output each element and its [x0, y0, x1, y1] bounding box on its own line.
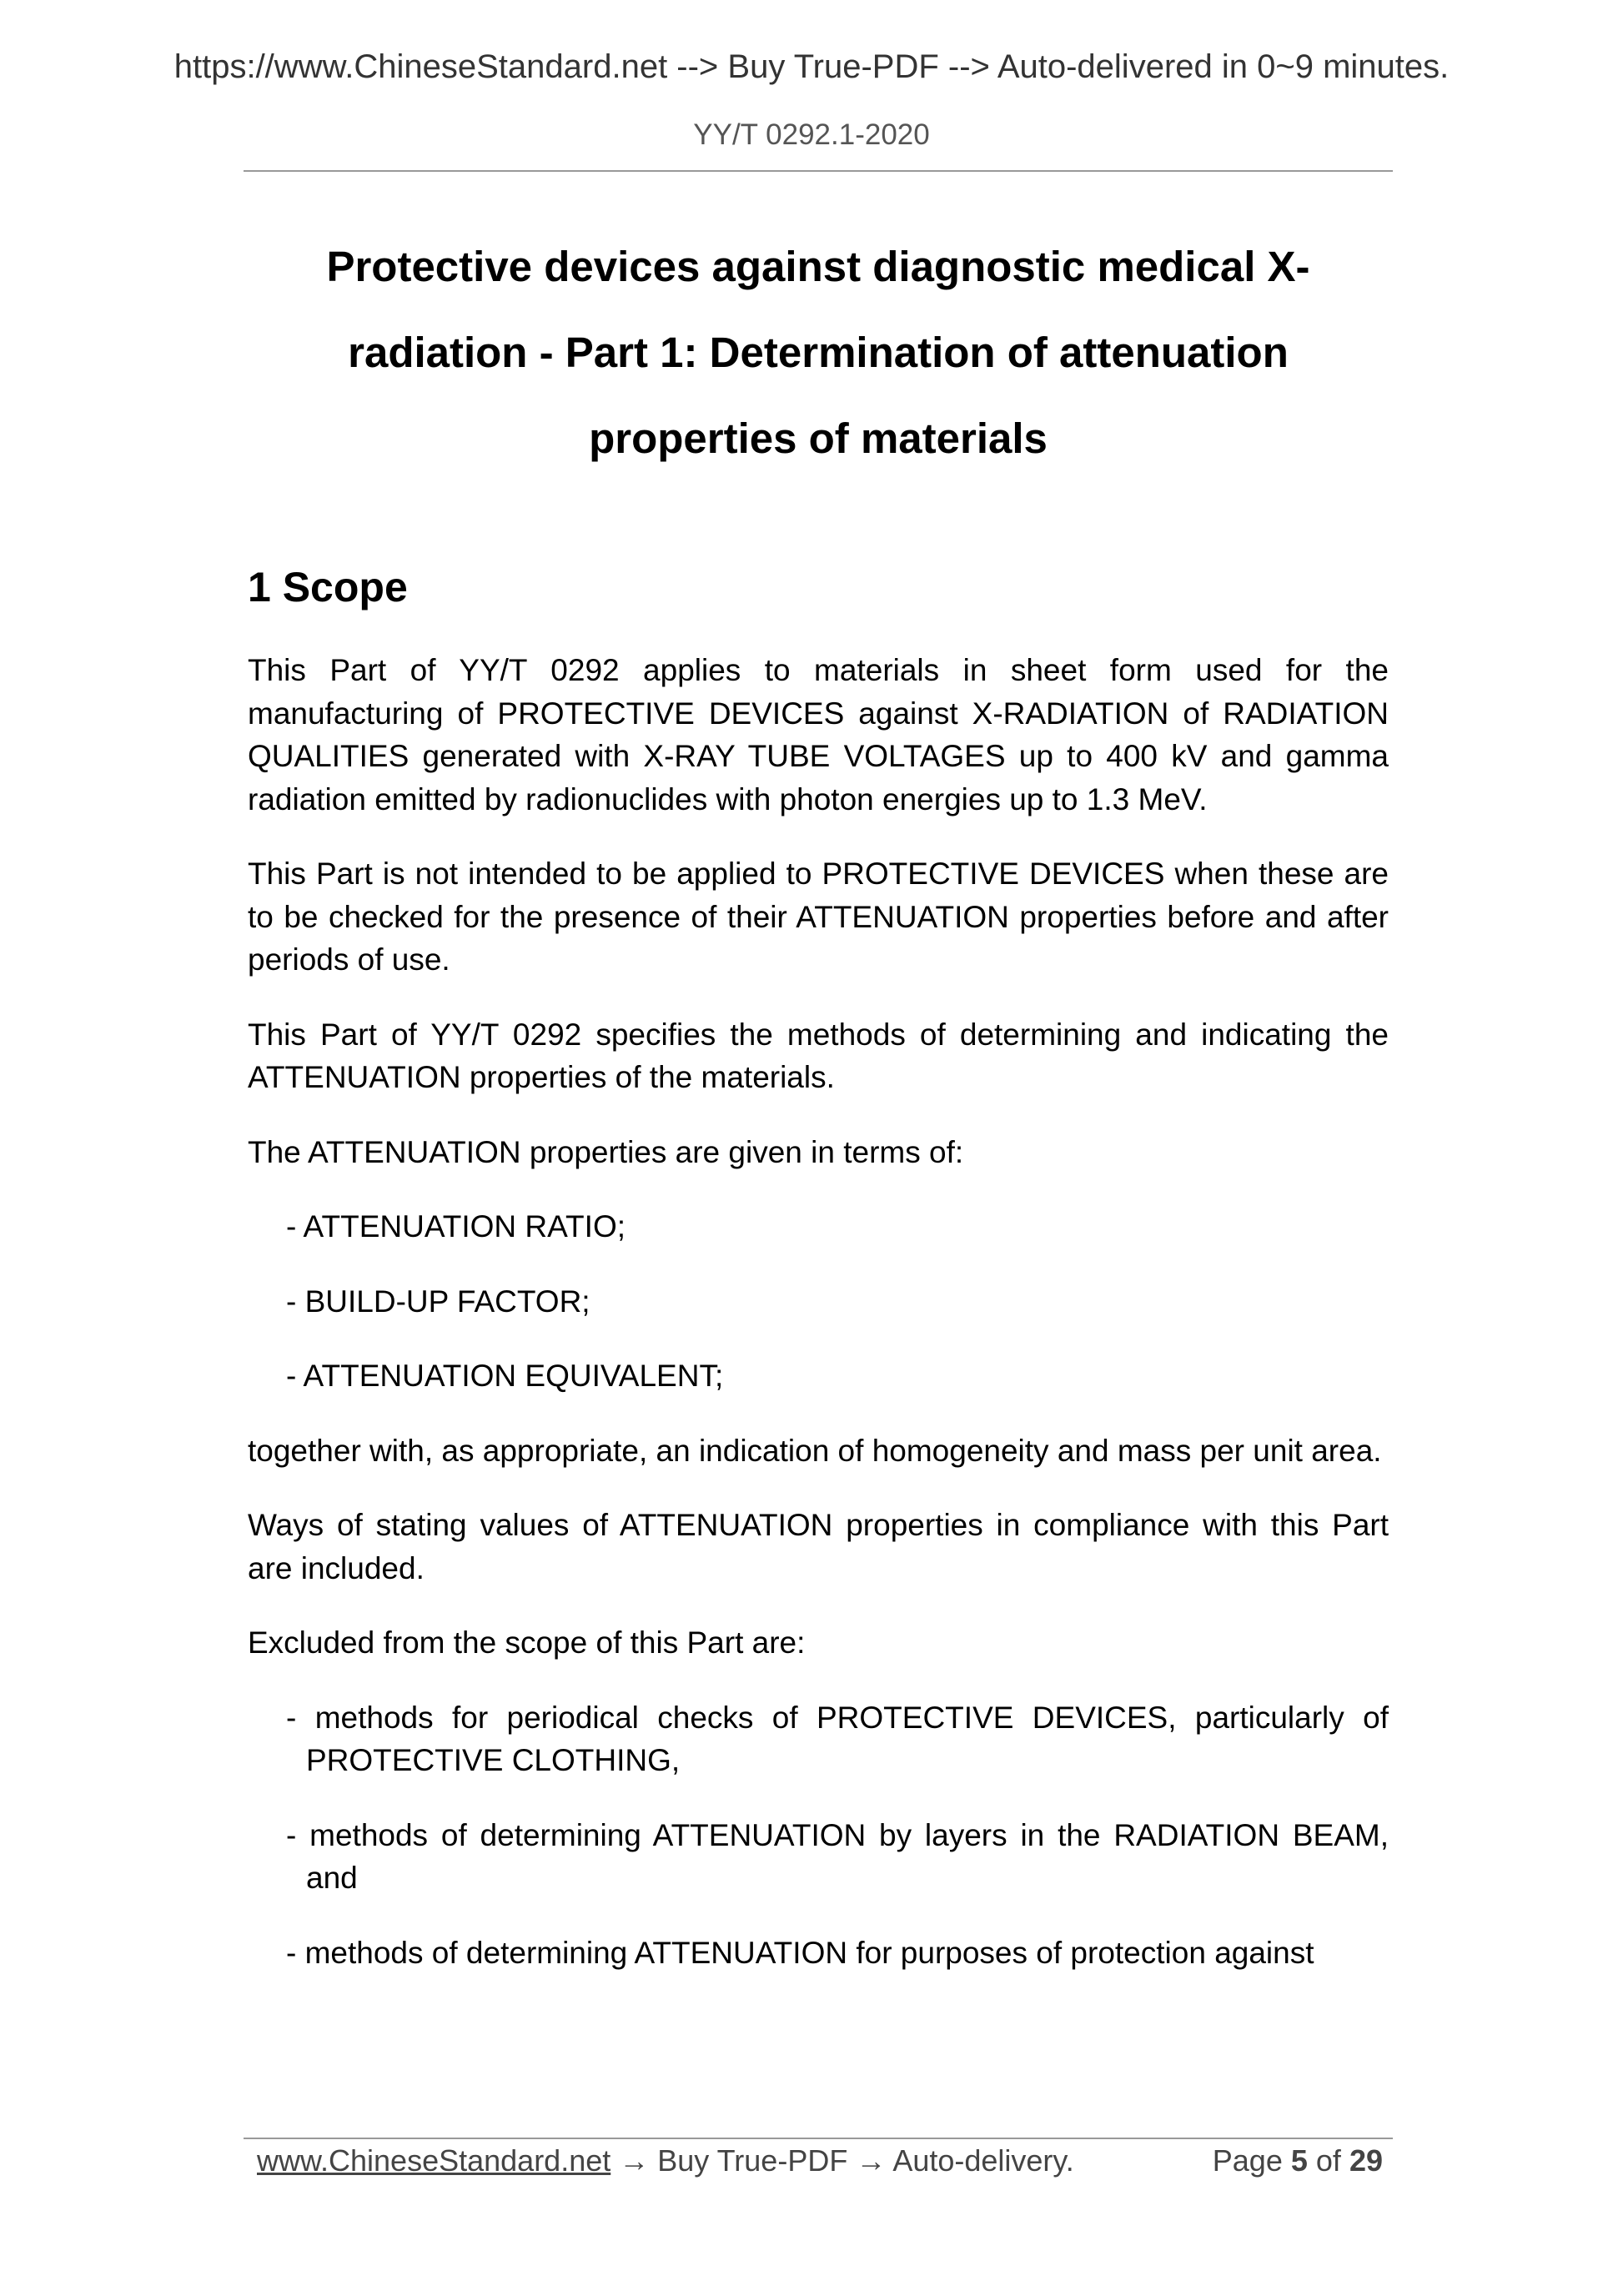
list-item: - ATTENUATION RATIO;	[286, 1209, 626, 1243]
footer-site-link[interactable]: www.ChineseStandard.net	[257, 2143, 611, 2178]
header-divider	[244, 170, 1393, 172]
paragraph: together with, as appropriate, an indication of homogeneity and mass per unit area.	[248, 1433, 1382, 1468]
page-number: 5	[1290, 2143, 1308, 2178]
section-heading: 1 Scope	[248, 564, 408, 610]
scope-section	[248, 550, 1389, 2006]
footer-divider	[244, 2138, 1393, 2139]
title-line-2: radiation - Part 1: Determination of attenuation	[348, 329, 1289, 376]
paragraph: Ways of stating values of ATTENUATION properties in compliance with this Part are included.	[248, 1508, 1389, 1585]
document-code: YY/T 0292.1-2020	[693, 118, 930, 151]
title-line-1: Protective devices against diagnostic medical X-	[326, 243, 1310, 290]
total-pages: 29	[1349, 2143, 1383, 2178]
page-footer	[257, 2140, 1383, 2182]
paragraph: Excluded from the scope of this Part are:	[248, 1625, 806, 1660]
document-title	[244, 224, 1393, 481]
page-indicator	[1213, 2140, 1383, 2182]
list-item: - ATTENUATION EQUIVALENT;	[286, 1359, 724, 1393]
list-item: - BUILD-UP FACTOR;	[286, 1284, 590, 1319]
paragraph: The ATTENUATION properties are given in terms of:	[248, 1134, 964, 1169]
list-item: - methods of determining ATTENUATION by layers in the RADIATION BEAM, and	[286, 1817, 1389, 1895]
paragraph: This Part of YY/T 0292 applies to materials in sheet form used for the manufacturing of PROTECTIVE DEVICES against X-RADIATION of RADIATION QUALITIES generated with X-RAY TUBE VOLTAGES up to 400 kV and gamma radiation emitted by radionuclides with photon energies up to 1.3 MeV.	[248, 653, 1389, 816]
paragraph: This Part is not intended to be applied to PROTECTIVE DEVICES when these are to be checked for the presence of their ATTENUATION properties before and after periods of use.	[248, 857, 1389, 977]
of-label: of	[1315, 2143, 1341, 2178]
footer-text: → Buy True-PDF → Auto-delivery.	[611, 2143, 1074, 2178]
page-label: Page	[1212, 2143, 1283, 2178]
paragraph: This Part of YY/T 0292 specifies the methods of determining and indicating the ATTENUATION properties of the materials.	[248, 1017, 1389, 1094]
top-banner: https://www.ChineseStandard.net --> Buy True-PDF --> Auto-delivered in 0~9 minutes.	[173, 48, 1450, 85]
title-line-3: properties of materials	[589, 414, 1048, 462]
list-item: - methods for periodical checks of PROTECTIVE DEVICES, particularly of PROTECTIVE CLOTHING,	[286, 1700, 1389, 1777]
list-item: - methods of determining ATTENUATION for purposes of protection against	[286, 1935, 1314, 1970]
